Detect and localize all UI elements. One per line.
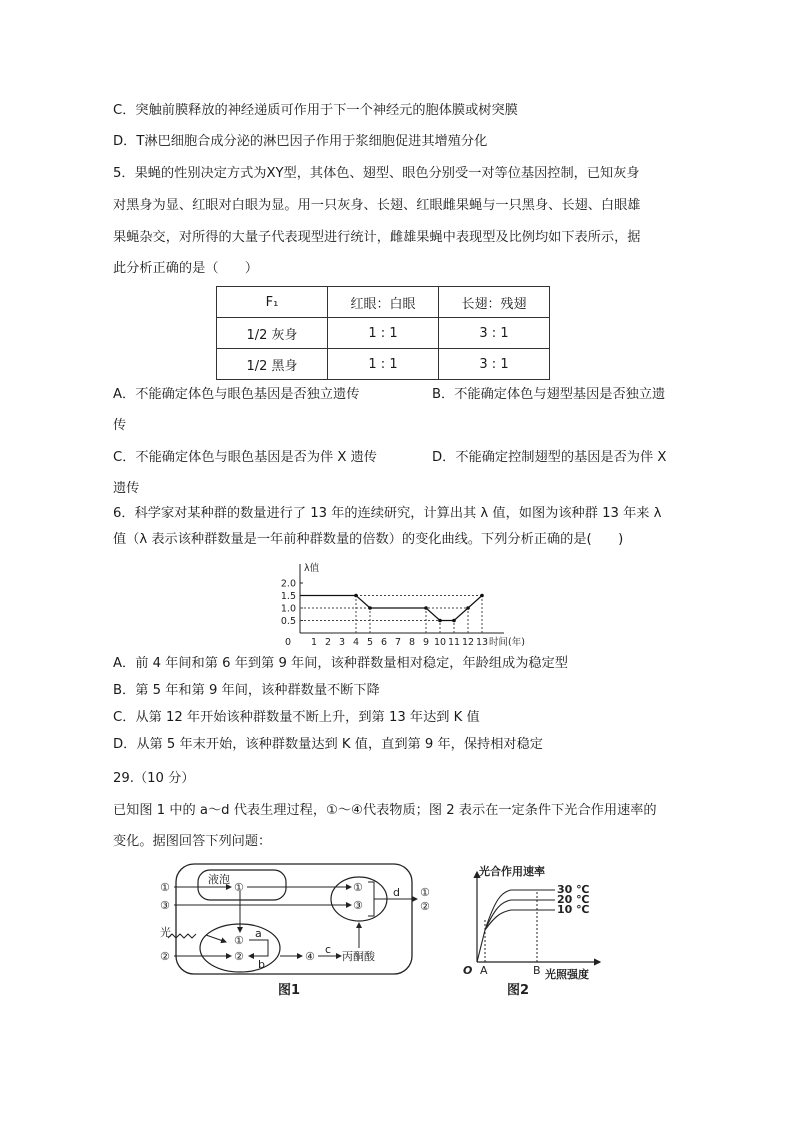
q5-option-c: C．不能确定体色与眼色基因是否为伴 X 遗传 bbox=[113, 450, 377, 465]
table-header-row bbox=[217, 287, 550, 318]
x-tick-label: 9 bbox=[422, 637, 430, 646]
curve-10c bbox=[485, 910, 555, 930]
fig2-origin: O bbox=[463, 964, 473, 977]
vacuole-label: 液泡 bbox=[208, 873, 230, 886]
table-row bbox=[217, 318, 550, 349]
num-4: ④ bbox=[305, 950, 315, 963]
table-header-cell: 长翅：残翅 bbox=[439, 287, 550, 318]
q6-line1: 6．科学家对某种群的数量进行了 13 年的连续研究，计算出其 λ 值，如图为该种群 13 年来 λ bbox=[113, 506, 662, 521]
x-tick-label: 0 bbox=[284, 637, 292, 646]
in-num-2: ② bbox=[160, 950, 170, 963]
table-cell: 1/2 灰身 bbox=[217, 318, 328, 349]
lambda-chart-plot bbox=[281, 562, 525, 646]
lambda-chart bbox=[272, 560, 542, 646]
curve-30c bbox=[477, 890, 555, 962]
chloro-num-1: ① bbox=[234, 934, 244, 947]
mito-num-1: ① bbox=[353, 881, 363, 894]
table-cell: 3 : 1 bbox=[439, 318, 550, 349]
x-tick-label: 13 bbox=[475, 637, 489, 646]
x-tick-label: 5 bbox=[366, 637, 374, 646]
lambda-series-line bbox=[300, 596, 482, 621]
figure-1-cell-diagram bbox=[150, 860, 450, 1000]
q5-line2: 对黑身为显、红眼对白眼为显。用一只灰身、长翅、红眼雌果蝇与一只黑身、长翅、白眼雄 bbox=[113, 198, 641, 213]
in-num-3: ③ bbox=[160, 899, 170, 912]
y-tick-label: 1.5 bbox=[280, 591, 296, 602]
y-axis-label: λ值 bbox=[304, 563, 320, 574]
process-c: c bbox=[325, 943, 332, 956]
figure-2-photosynthesis-chart bbox=[455, 860, 605, 1000]
data-point bbox=[354, 594, 358, 598]
x-tick-label: 4 bbox=[352, 637, 360, 646]
q5-option-d-cont: 遗传 bbox=[113, 481, 140, 496]
series-label-20c: 20 ℃ bbox=[557, 893, 590, 906]
q5-option-b: B．不能确定体色与翅型基因是否独立遗 bbox=[432, 387, 666, 402]
q29-line2: 变化。据图回答下列问题： bbox=[113, 834, 272, 849]
x-tick-label: 7 bbox=[394, 637, 402, 646]
q5-line1: 5．果蝇的性别决定方式为XY型，其体色、翅型、眼色分别受一对等位基因控制，已知灰身 bbox=[113, 166, 640, 181]
y-tick-label: 0.5 bbox=[280, 616, 296, 627]
x-tick-label: 1 bbox=[310, 637, 318, 646]
process-a: a bbox=[255, 927, 262, 940]
option-c-prev: C．突触前膜释放的神经递质可作用于下一个神经元的胞体膜或树突膜 bbox=[113, 103, 518, 118]
y-tick-label: 2.0 bbox=[280, 578, 296, 590]
figure-1-caption: 图1 bbox=[278, 983, 301, 998]
q29-heading: 29.（10 分） bbox=[113, 771, 195, 786]
light-label: 光 bbox=[160, 926, 171, 939]
x-tick-label: 3 bbox=[338, 637, 346, 646]
vacuole-num-1: ① bbox=[234, 881, 244, 894]
x-tick-label: 2 bbox=[324, 637, 332, 646]
series-label-30c: 30 ℃ bbox=[557, 883, 590, 896]
pyruvate-label: 丙酮酸 bbox=[342, 950, 375, 963]
x-tick-label: 11 bbox=[447, 637, 461, 646]
table-row bbox=[217, 349, 550, 380]
q6-option-c: C．从第 12 年开始该种群数量不断上升，到第 13 年达到 K 值 bbox=[113, 710, 480, 725]
fig2-xlabel: 光照强度 bbox=[545, 968, 589, 981]
x-tick-label: 12 bbox=[461, 637, 475, 646]
q6-option-d: D．从第 5 年末开始，该种群数量达到 K 值，直到第 9 年，保持相对稳定 bbox=[113, 737, 543, 752]
x-tick-label: 10 bbox=[433, 637, 447, 646]
data-point bbox=[424, 606, 428, 610]
q6-option-a: A．前 4 年间和第 6 年到第 9 年间，该种群数量相对稳定，年龄组成为稳定型 bbox=[113, 656, 568, 671]
y-tick-label: 1.0 bbox=[280, 603, 296, 615]
option-d-prev: D．T淋巴细胞合成分泌的淋巴因子作用于浆细胞促进其增殖分化 bbox=[113, 134, 488, 149]
data-point bbox=[438, 619, 442, 623]
out-num-2: ② bbox=[420, 900, 430, 913]
q5-line3: 果蝇杂交，对所得的大量子代表现型进行统计，雌雄果蝇中表现型及比例均如下表所示，据 bbox=[113, 230, 641, 245]
q29-line1: 已知图 1 中的 a～d 代表生理过程，①～④代表物质；图 2 表示在一定条件下光合作用速率的 bbox=[113, 803, 657, 818]
chloro-num-2: ② bbox=[234, 950, 244, 963]
fig2-point-B: B bbox=[533, 964, 541, 977]
table-header-cell: 红眼：白眼 bbox=[328, 287, 439, 318]
q5-option-a: A．不能确定体色与眼色基因是否独立遗传 bbox=[113, 387, 360, 402]
process-d: d bbox=[393, 886, 400, 899]
x-axis-label: 时间(年) bbox=[489, 637, 525, 646]
q6-option-b: B．第 5 年和第 9 年间，该种群数量不断下降 bbox=[113, 683, 380, 698]
table-cell: 1 : 1 bbox=[328, 349, 439, 380]
process-b: b bbox=[258, 958, 265, 971]
series-label-10c: 10 ℃ bbox=[557, 903, 590, 916]
data-point bbox=[452, 619, 456, 623]
table-cell: 3 : 1 bbox=[439, 349, 550, 380]
x-tick-label: 6 bbox=[380, 637, 388, 646]
data-point bbox=[480, 594, 484, 598]
genetics-table bbox=[216, 286, 550, 380]
x-tick-label: 8 bbox=[408, 637, 416, 646]
table-cell: 1/2 黑身 bbox=[217, 349, 328, 380]
figure-2-caption: 图2 bbox=[507, 983, 530, 998]
table-cell: 1 : 1 bbox=[328, 318, 439, 349]
table-header-cell: F₁ bbox=[217, 287, 328, 318]
fig2-point-A: A bbox=[480, 964, 488, 977]
fig2-ylabel: 光合作用速率 bbox=[479, 865, 545, 878]
q6-line2: 值（λ 表示该种群数量是一年前种群数量的倍数）的变化曲线。下列分析正确的是( ) bbox=[113, 532, 624, 547]
q5-option-d: D．不能确定控制翅型的基因是否为伴 X bbox=[432, 450, 667, 465]
mito-num-3: ③ bbox=[353, 899, 363, 912]
out-num-1: ① bbox=[420, 886, 430, 899]
q5-option-b-cont: 传 bbox=[113, 418, 127, 433]
data-point bbox=[368, 606, 372, 610]
data-point bbox=[466, 606, 470, 610]
in-num-1: ① bbox=[160, 881, 170, 894]
q5-line4: 此分析正确的是（ ） bbox=[113, 261, 259, 276]
